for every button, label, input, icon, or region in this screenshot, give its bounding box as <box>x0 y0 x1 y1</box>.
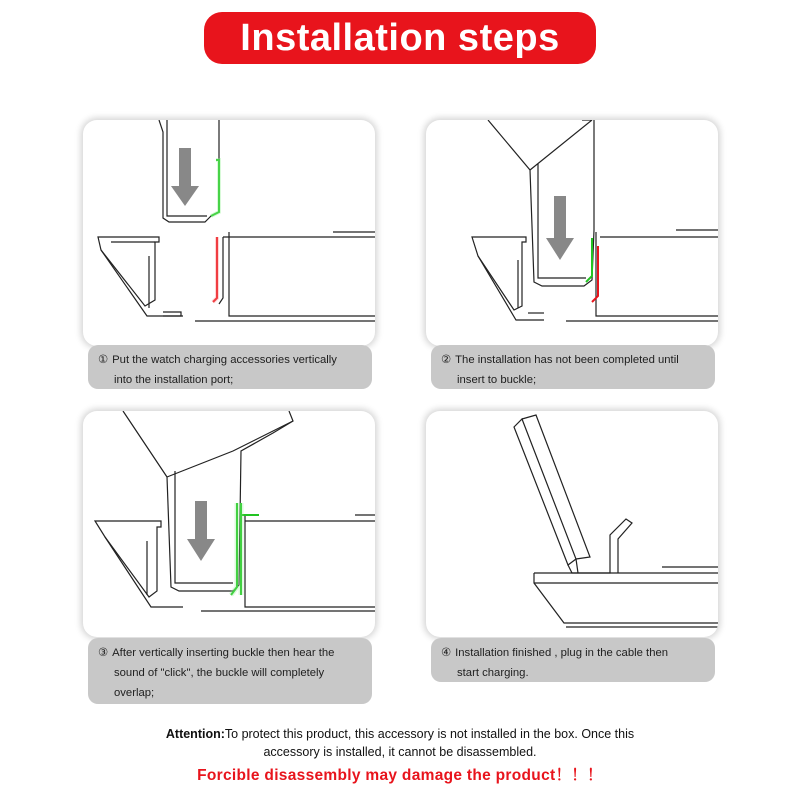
step-4-line1: Installation finished , plug in the cable then <box>455 647 669 659</box>
attention-note-line2 <box>0 743 800 761</box>
step-1-line1: Put the watch charging accessories vertically <box>112 354 337 366</box>
attention-text-2: accessory is installed, it cannot be disassembled. <box>263 745 537 759</box>
step-2-line1: The installation has not been completed until <box>455 354 679 366</box>
warning-text: Forcible disassembly may damage the product！！！ <box>197 767 603 784</box>
attention-text-1: To protect this product, this accessory is not installed in the box. Once this <box>224 727 635 741</box>
step-4-line2: start charging. <box>457 667 529 679</box>
attention-note <box>0 725 800 743</box>
step-3-illustration <box>83 411 375 637</box>
step-2-diagram <box>426 120 718 346</box>
step-1-number: ① <box>98 354 109 366</box>
step-4-diagram <box>426 411 718 637</box>
step-2-number: ② <box>441 354 452 366</box>
step-3-diagram <box>83 411 375 637</box>
step-1-caption <box>88 345 372 389</box>
step-3-number: ③ <box>98 647 109 659</box>
step-4-number: ④ <box>441 647 452 659</box>
step-1-illustration <box>83 120 375 346</box>
step-2-line2: insert to buckle; <box>457 374 537 386</box>
step-2-illustration <box>426 120 718 346</box>
page-title: Installation steps <box>240 16 560 59</box>
step-1-diagram <box>83 120 375 346</box>
step-3-line2: sound of "click", the buckle will completely <box>114 667 325 679</box>
attention-label: Attention: <box>165 727 225 741</box>
step-4-illustration <box>426 411 718 637</box>
title-banner <box>204 12 596 64</box>
step-1-line2: into the installation port; <box>114 374 234 386</box>
step-3-line3: overlap; <box>114 687 155 699</box>
step-2-caption <box>431 345 715 389</box>
step-4-caption <box>431 638 715 682</box>
step-3-caption <box>88 638 372 704</box>
step-3-line1: After vertically inserting buckle then hear the <box>112 647 335 659</box>
